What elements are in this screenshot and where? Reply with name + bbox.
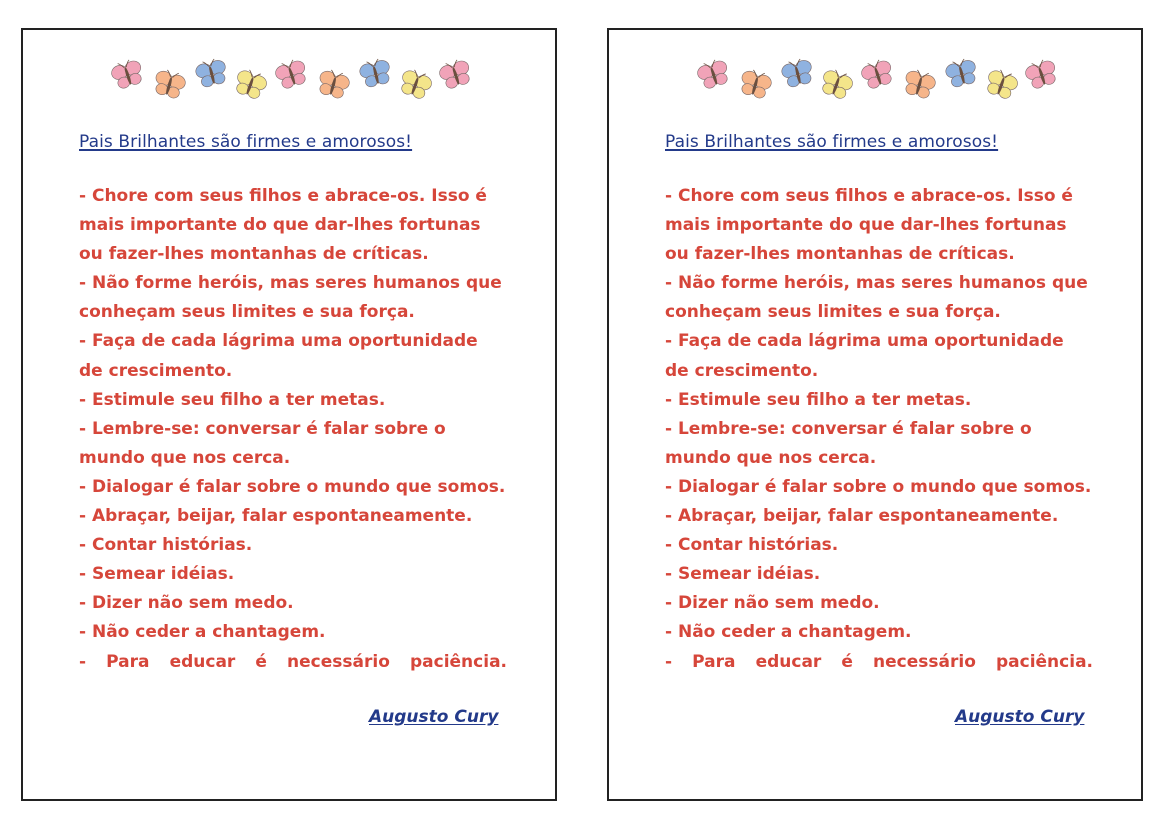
list-item: - Contar histórias.	[665, 535, 839, 556]
yellow-butterfly-icon	[819, 69, 853, 103]
blue-butterfly-icon	[781, 58, 815, 92]
blue-butterfly-icon	[945, 58, 979, 92]
pink-butterfly-icon	[275, 59, 309, 93]
list-item: - Estimule seu filho a ter metas.	[665, 389, 972, 410]
yellow-butterfly-icon	[398, 69, 432, 103]
list-item: - Estimule seu filho a ter metas.	[79, 389, 386, 410]
yellow-butterfly-icon	[233, 69, 267, 103]
pink-butterfly-icon	[861, 59, 895, 93]
yellow-butterfly-icon	[984, 69, 1018, 103]
blue-butterfly-icon	[359, 58, 393, 92]
list-item: - Semear idéias.	[79, 564, 235, 585]
blue-butterfly-icon	[195, 58, 229, 92]
left-card	[21, 28, 557, 801]
list-item: - Dialogar é falar sobre o mundo que somos.	[665, 476, 1092, 497]
list-item: - Não forme heróis, mas seres humanos que conheçam seus limites e sua força.	[79, 273, 502, 323]
pink-butterfly-icon	[697, 59, 731, 93]
list-item: - Para educar é necessário paciência.	[665, 651, 1093, 672]
author-signature: Augusto Cury	[955, 707, 1085, 727]
orange-butterfly-icon	[316, 69, 350, 103]
list-item: - Chore com seus filhos e abrace-os. Isso é mais importante do que dar-lhes fortunas ou fazer-lhes montanhas de críticas.	[79, 186, 487, 265]
list-item: - Não ceder a chantagem.	[79, 622, 326, 643]
list-item: - Contar histórias.	[79, 535, 253, 556]
list-item: - Semear idéias.	[665, 564, 821, 585]
butterfly-border	[697, 56, 1057, 106]
orange-butterfly-icon	[902, 69, 936, 103]
advice-list	[79, 182, 507, 677]
orange-butterfly-icon	[738, 69, 772, 103]
pink-butterfly-icon	[111, 59, 145, 93]
list-item: - Faça de cada lágrima uma oportunidade de crescimento.	[79, 331, 478, 381]
orange-butterfly-icon	[152, 69, 186, 103]
page-title: Pais Brilhantes são firmes e amorosos!	[665, 132, 999, 152]
list-item: - Dizer não sem medo.	[79, 593, 294, 614]
list-item: - Faça de cada lágrima uma oportunidade de crescimento.	[665, 331, 1064, 381]
butterfly-border	[111, 56, 471, 106]
list-item: - Dizer não sem medo.	[665, 593, 880, 614]
list-item: - Lembre-se: conversar é falar sobre o mundo que nos cerca.	[79, 418, 446, 468]
list-item: - Chore com seus filhos e abrace-os. Isso é mais importante do que dar-lhes fortunas ou fazer-lhes montanhas de críticas.	[665, 186, 1073, 265]
page-title: Pais Brilhantes são firmes e amorosos!	[79, 132, 413, 152]
list-item: - Abraçar, beijar, falar espontaneamente.	[665, 506, 1059, 527]
advice-list	[665, 182, 1093, 677]
pink-butterfly-icon	[1025, 59, 1059, 93]
right-card	[607, 28, 1143, 801]
list-item: - Lembre-se: conversar é falar sobre o mundo que nos cerca.	[665, 418, 1032, 468]
list-item: - Dialogar é falar sobre o mundo que somos.	[79, 476, 506, 497]
list-item: - Não forme heróis, mas seres humanos que conheçam seus limites e sua força.	[665, 273, 1088, 323]
author-signature: Augusto Cury	[369, 707, 499, 727]
list-item: - Para educar é necessário paciência.	[79, 651, 507, 672]
list-item: - Abraçar, beijar, falar espontaneamente.	[79, 506, 473, 527]
pink-butterfly-icon	[439, 59, 473, 93]
list-item: - Não ceder a chantagem.	[665, 622, 912, 643]
